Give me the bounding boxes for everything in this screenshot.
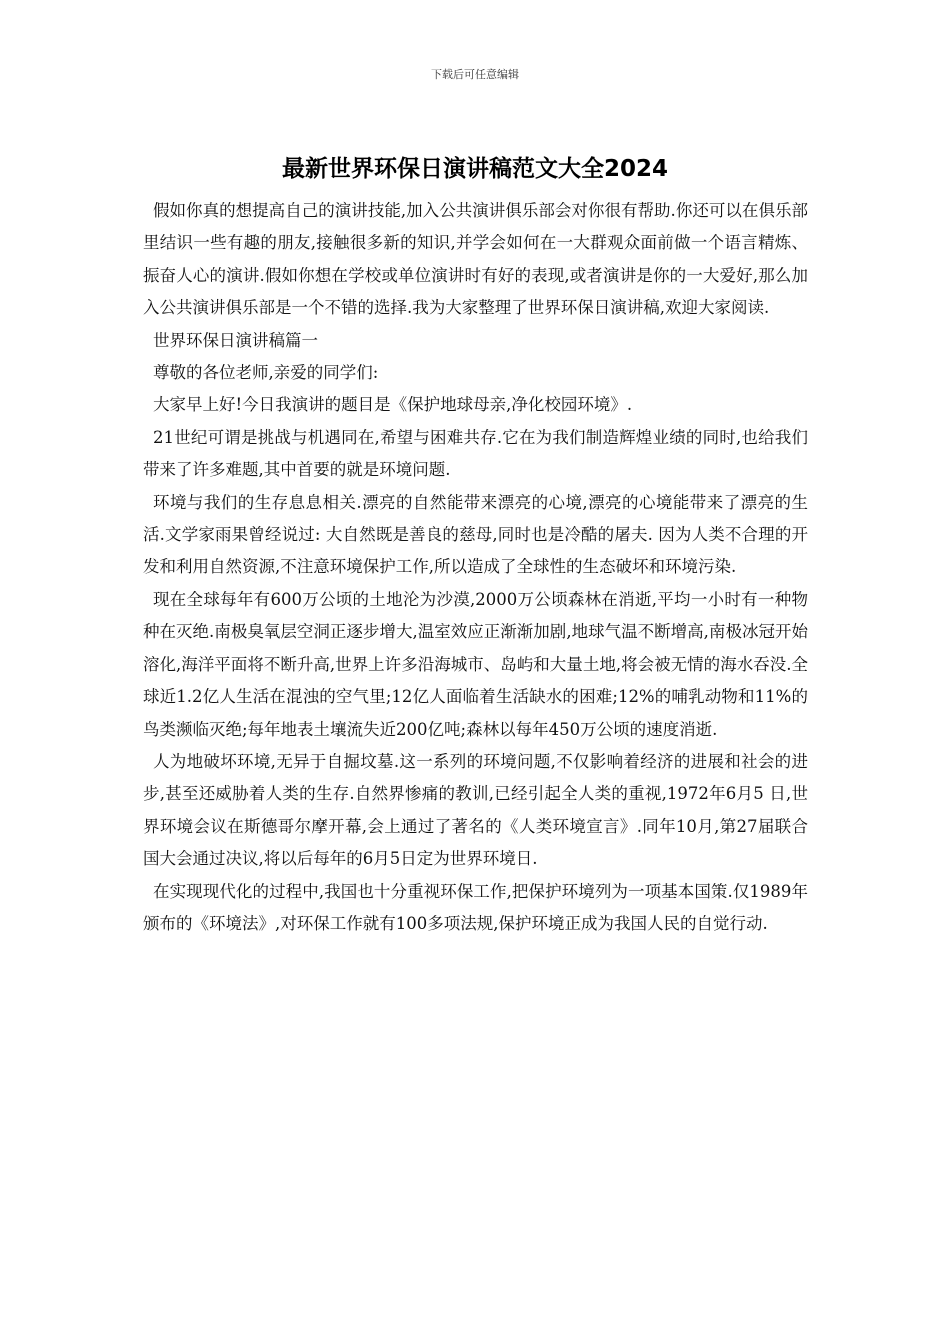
document-body bbox=[143, 195, 808, 940]
paragraph-salutation: 尊敬的各位老师,亲爱的同学们: bbox=[153, 363, 379, 383]
document-title: 最新世界环保日演讲稿范文大全2024 bbox=[281, 156, 668, 182]
paragraph-body: 现在全球每年有600万公顷的土地沦为沙漠,2000万公顷森林在消逝,平均一小时有一种物种在灭绝.南极臭氧层空洞正逐步增大,温室效应正渐渐加剧,地球气温不断增高,南极冰冠开始溶化,海洋平面将不断升高,世界上许多沿海城市、岛屿和大量土地,将会被无情的海水吞没.全球近1.2亿人生活在混浊的空气里;12亿人面临着生活缺水的困难;12%的哺乳动物和11%的鸟类濒临灭绝;每年地表土壤流失近200亿吨;森林以每年450万公顷的速度消逝. bbox=[143, 589, 808, 739]
paragraph-body: 在实现现代化的过程中,我国也十分重视环保工作,把保护环境列为一项基本国策.仅1989年颁布的《环境法》,对环保工作就有100多项法规,保护环境正成为我国人民的自觉行动. bbox=[143, 881, 808, 933]
paragraph-greeting: 大家早上好!今日我演讲的题目是《保护地球母亲,净化校园环境》. bbox=[153, 395, 633, 415]
paragraph-body: 21世纪可谓是挑战与机遇同在,希望与困难共存.它在为我们制造辉煌业绩的同时,也给我们带来了许多难题,其中首要的就是环境问题. bbox=[143, 427, 808, 480]
paragraph-section-heading: 世界环保日演讲稿篇一 bbox=[153, 330, 318, 350]
paragraph-body: 人为地破坏环境,无异于自掘坟墓.这一系列的环境问题,不仅影响着经济的进展和社会的进步,甚至还威胁着人类的生存.自然界惨痛的教训,已经引起全人类的重视,1972年6月5 日,世界环境会议在斯德哥尔摩开幕,会上通过了著名的《人类环境宣言》.同年10月,第27届联合国大会通过决议,将以后每年的6月5日定为世界环境日. bbox=[143, 751, 808, 869]
paragraph-body: 环境与我们的生存息息相关.漂亮的自然能带来漂亮的心境,漂亮的心境能带来了漂亮的生活.文学家雨果曾经说过: 大自然既是善良的慈母,同时也是冷酷的屠夫. 因为人类不合理的开发和利用自然资源,不注意环境保护工作,所以造成了全球性的生态破坏和环境污染. bbox=[143, 492, 808, 577]
paragraph-intro: 假如你真的想提高自己的演讲技能,加入公共演讲俱乐部会对你很有帮助.你还可以在俱乐部里结识一些有趣的朋友,接触很多新的知识,并学会如何在一大群观众面前做一个语言精炼、振奋人心的演讲.假如你想在学校或单位演讲时有好的表现,或者演讲是你的一大爱好,那么加入公共演讲俱乐部是一个不错的选择.我为大家整理了世界环保日演讲稿,欢迎大家阅读. bbox=[143, 201, 808, 318]
header-note: 下载后可任意编辑 bbox=[431, 68, 519, 81]
